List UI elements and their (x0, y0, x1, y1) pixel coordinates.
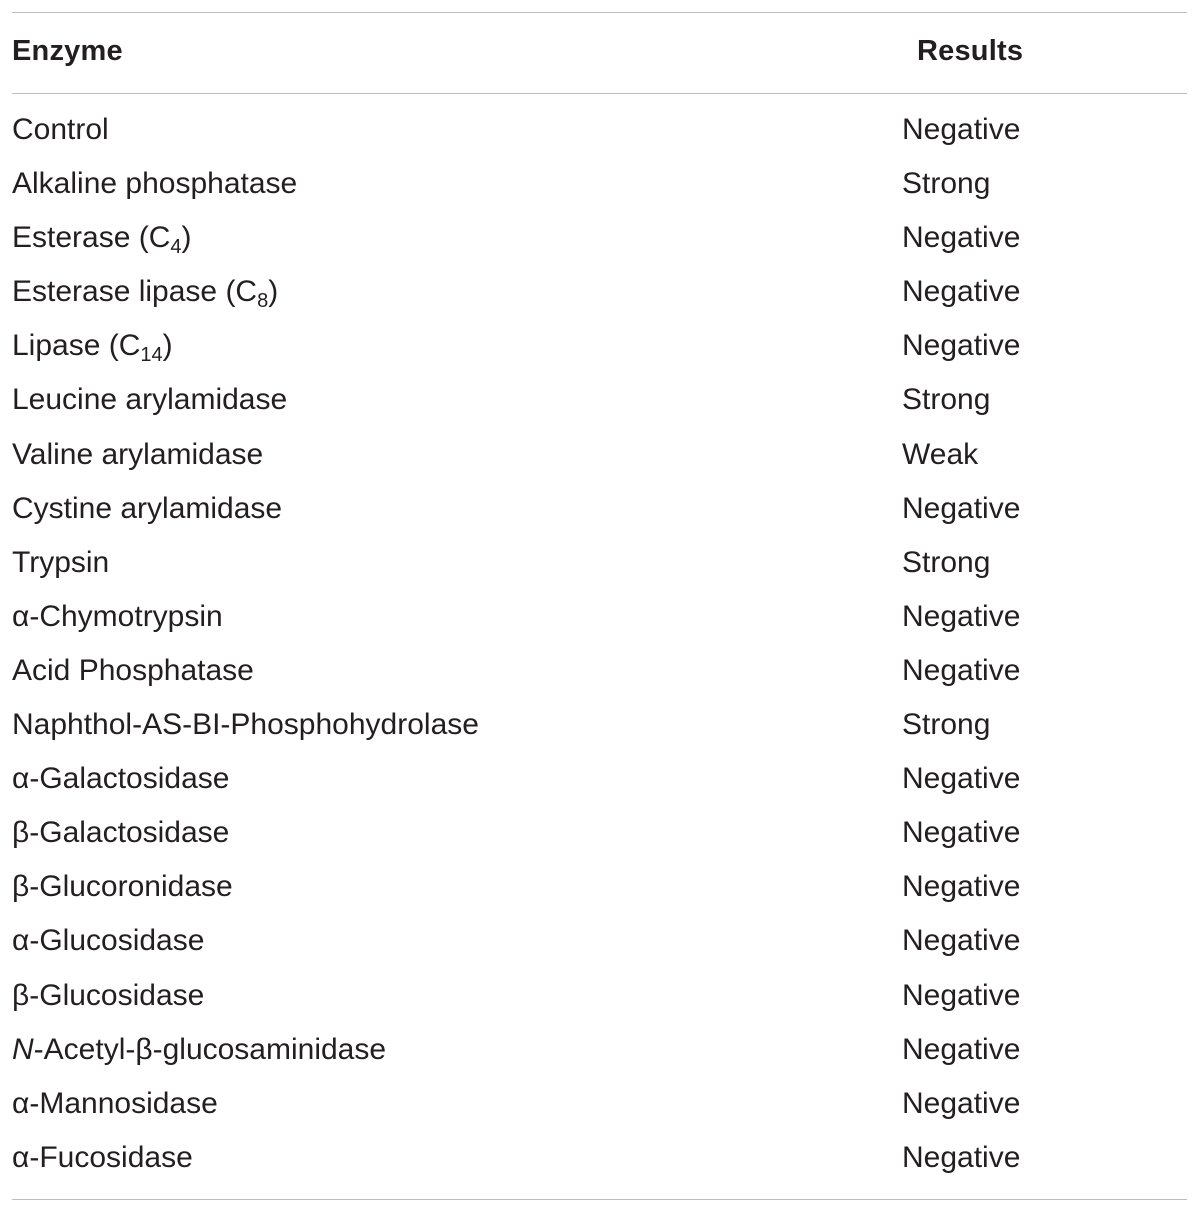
table-row (12, 594, 1187, 648)
result-cell: Negative (902, 113, 1021, 146)
enzyme-cell: N-Acetyl-β-glucosaminidase (12, 1032, 387, 1066)
enzyme-cell: Alkaline phosphatase (12, 167, 298, 201)
result-cell: Negative (902, 329, 1021, 363)
table-row (12, 810, 1187, 864)
enzyme-results-table (12, 12, 1187, 1200)
table-row (12, 161, 1187, 215)
table-row (12, 432, 1187, 486)
result-cell: Strong (902, 545, 991, 579)
table-row (12, 269, 1187, 323)
table-row (12, 323, 1187, 377)
result-cell: Negative (902, 491, 1021, 525)
enzyme-cell: α-Glucosidase (12, 924, 205, 958)
enzyme-cell: Leucine arylamidase (12, 383, 288, 417)
result-cell: Negative (902, 762, 1021, 796)
table-row (12, 648, 1187, 702)
header-results: Results (917, 35, 1024, 67)
enzyme-cell: α-Fucosidase (12, 1140, 193, 1174)
table-row (12, 702, 1187, 756)
result-cell: Negative (902, 978, 1021, 1012)
result-cell: Negative (902, 275, 1021, 309)
table-row (12, 377, 1187, 431)
enzyme-cell: Naphthol-AS-BI-Phosphohydrolase (12, 708, 479, 742)
enzyme-cell: β-Glucosidase (12, 978, 205, 1012)
table-body (12, 94, 1187, 1199)
table-row (12, 1135, 1187, 1189)
result-cell: Negative (902, 870, 1021, 904)
result-cell: Negative (902, 1086, 1021, 1120)
enzyme-cell: Control (12, 113, 109, 146)
enzyme-cell: α-Chymotrypsin (12, 599, 223, 633)
enzyme-cell: Trypsin (12, 545, 110, 579)
table-row (12, 1027, 1187, 1081)
enzyme-cell: Lipase $(C_{14})$ (12, 329, 173, 367)
enzyme-cell: β-Glucoronidase (12, 870, 233, 904)
enzyme-cell: Esterase $(C_4)$ (12, 221, 192, 259)
enzyme-cell: Valine arylamidase (12, 437, 264, 471)
result-cell: Negative (902, 1032, 1021, 1066)
header-enzyme: Enzyme (12, 35, 123, 67)
result-cell: Strong (902, 708, 991, 742)
result-cell: Strong (902, 167, 991, 201)
result-cell: Strong (902, 383, 991, 417)
table-row (12, 540, 1187, 594)
result-cell: Weak (902, 437, 979, 471)
result-cell: Negative (902, 816, 1021, 850)
enzyme-cell: α-Mannosidase (12, 1086, 218, 1120)
table-row (12, 973, 1187, 1027)
table-row (12, 107, 1187, 161)
enzyme-cell: Esterase lipase $(C_8)$ (12, 275, 279, 313)
enzyme-cell: β-Galactosidase (12, 816, 230, 850)
table-row (12, 486, 1187, 540)
result-cell: Negative (902, 1140, 1021, 1174)
enzyme-cell: Acid Phosphatase (12, 653, 254, 687)
enzyme-cell: α-Galactosidase (12, 762, 230, 796)
bottom-rule (12, 1199, 1187, 1200)
table-row (12, 756, 1187, 810)
result-cell: Negative (902, 653, 1021, 687)
table-row (12, 918, 1187, 972)
result-cell: Negative (902, 599, 1021, 633)
result-cell: Negative (902, 924, 1021, 958)
result-cell: Negative (902, 221, 1021, 255)
table-row (12, 1081, 1187, 1135)
table-header (12, 13, 1187, 93)
enzyme-cell: Cystine arylamidase (12, 491, 283, 525)
table-row (12, 864, 1187, 918)
table-row (12, 215, 1187, 269)
